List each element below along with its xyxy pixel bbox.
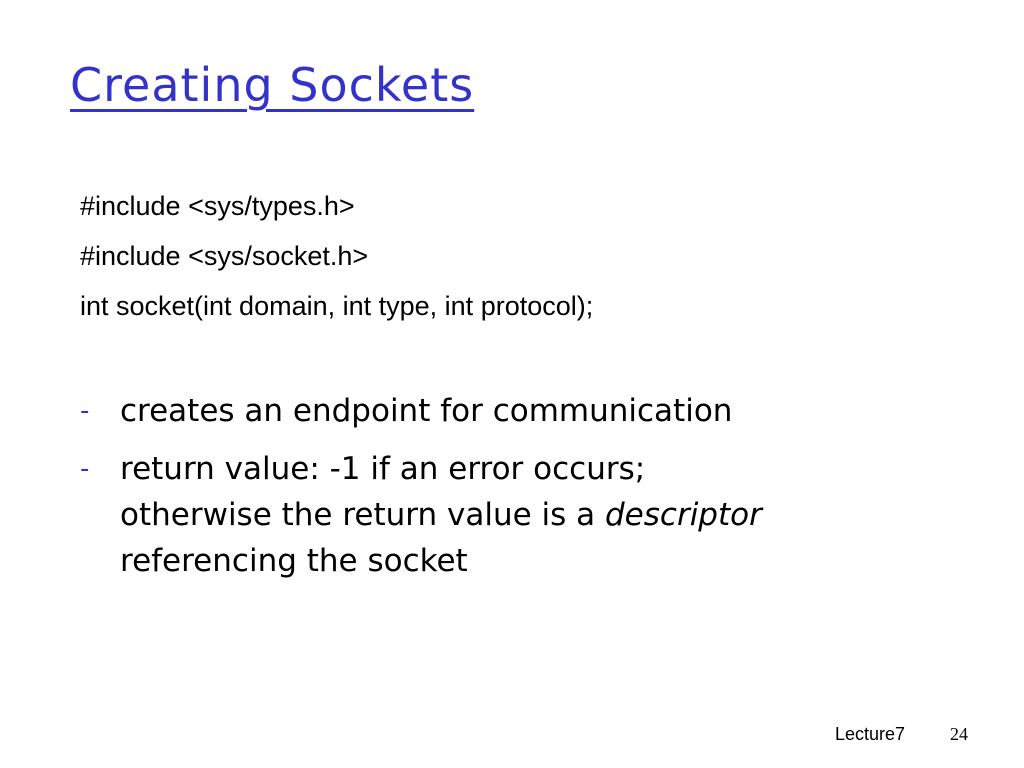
bullet-line: creates an endpoint for communication (120, 393, 733, 429)
slide-title: Creating Sockets (70, 58, 475, 112)
bullet-line-text: otherwise the return value is a (120, 497, 605, 533)
bullet-item (80, 446, 960, 584)
bullet-text (120, 388, 960, 434)
bullet-text (120, 446, 960, 584)
code-line-include-socket: #include <sys/socket.h> (80, 241, 369, 271)
bullet-line-with-emphasis (120, 492, 960, 538)
code-line-include-types: #include <sys/types.h> (80, 191, 355, 221)
footer-label: Lecture7 (835, 724, 906, 744)
emphasized-term: descriptor (605, 497, 762, 533)
page-number: 24 (950, 724, 968, 744)
bullet-dash-icon: - (80, 454, 90, 484)
bullet-dash-icon: - (80, 396, 90, 426)
bullet-line: return value: -1 if an error occurs; (120, 451, 646, 487)
bullet-line: referencing the socket (120, 543, 468, 579)
code-block (80, 185, 593, 335)
bullet-list (80, 388, 960, 596)
code-line-socket-signature: int socket(int domain, int type, int protocol); (80, 291, 594, 321)
bullet-item (80, 388, 960, 434)
